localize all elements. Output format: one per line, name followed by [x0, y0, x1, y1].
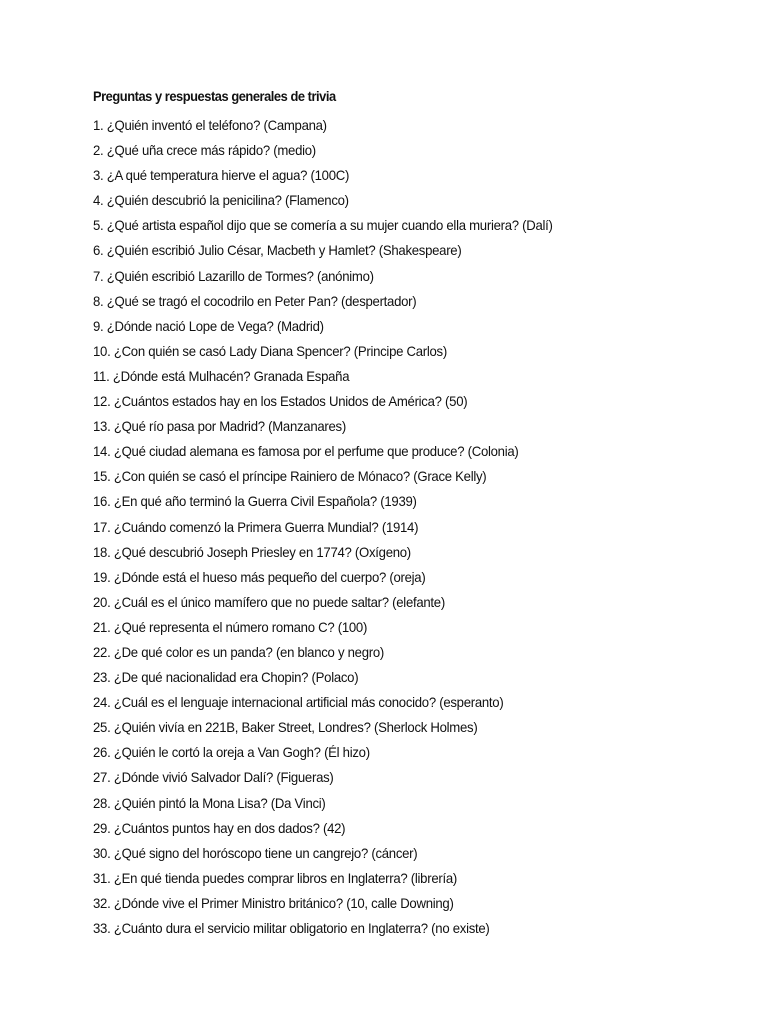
document-title: Preguntas y respuestas generales de trivia [93, 88, 336, 104]
trivia-question-item: 31. ¿En qué tienda puedes comprar libros en Inglaterra? (librería) [93, 869, 457, 886]
trivia-question-item: 10. ¿Con quién se casó Lady Diana Spencer? (Principe Carlos) [93, 342, 447, 359]
trivia-question-item: 28. ¿Quién pintó la Mona Lisa? (Da Vinci) [93, 794, 326, 811]
trivia-question-item: 6. ¿Quién escribió Julio César, Macbeth y Hamlet? (Shakespeare) [93, 242, 462, 259]
trivia-question-item: 4. ¿Quién descubrió la penicilina? (Flamenco) [93, 192, 349, 209]
trivia-question-item: 16. ¿En qué año terminó la Guerra Civil Española? (1939) [93, 493, 417, 510]
trivia-question-item: 21. ¿Qué representa el número romano C? (100) [93, 618, 368, 635]
trivia-question-item: 33. ¿Cuánto dura el servicio militar obligatorio en Inglaterra? (no existe) [93, 920, 490, 936]
trivia-question-item: 14. ¿Qué ciudad alemana es famosa por el perfume que produce? (Colonia) [93, 443, 519, 460]
trivia-question-item: 26. ¿Quién le cortó la oreja a Van Gogh? (Él hizo) [93, 744, 370, 761]
trivia-question-item: 15. ¿Con quién se casó el príncipe Rainiero de Mónaco? (Grace Kelly) [93, 468, 487, 485]
trivia-question-item: 18. ¿Qué descubrió Joseph Priesley en 1774? (Oxígeno) [93, 543, 411, 560]
trivia-question-item: 22. ¿De qué color es un panda? (en blanco y negro) [93, 643, 384, 660]
trivia-question-item: 13. ¿Qué río pasa por Madrid? (Manzanares) [93, 418, 346, 435]
trivia-question-item: 2. ¿Qué uña crece más rápido? (medio) [93, 142, 316, 159]
trivia-question-list [93, 113, 753, 941]
trivia-question-item: 25. ¿Quién vivía en 221B, Baker Street, Londres? (Sherlock Holmes) [93, 719, 478, 736]
trivia-question-item: 20. ¿Cuál es el único mamífero que no puede saltar? (elefante) [93, 593, 445, 610]
trivia-question-item: 7. ¿Quién escribió Lazarillo de Tormes? (anónimo) [93, 267, 374, 284]
trivia-question-item: 32. ¿Dónde vive el Primer Ministro británico? (10, calle Downing) [93, 894, 454, 911]
trivia-question-item: 29. ¿Cuántos puntos hay en dos dados? (42) [93, 819, 346, 836]
trivia-question-item: 3. ¿A qué temperatura hierve el agua? (100C) [93, 167, 350, 184]
document-content [93, 88, 753, 941]
trivia-question-item: 1. ¿Quién inventó el teléfono? (Campana) [93, 117, 327, 133]
trivia-question-item: 8. ¿Qué se tragó el cocodrilo en Peter Pan? (despertador) [93, 292, 417, 309]
trivia-question-item: 27. ¿Dónde vivió Salvador Dalí? (Figueras) [93, 769, 334, 786]
trivia-question-item: 17. ¿Cuándo comenzó la Primera Guerra Mundial? (1914) [93, 518, 419, 535]
trivia-question-item: 23. ¿De qué nacionalidad era Chopin? (Polaco) [93, 669, 359, 686]
trivia-question-item: 5. ¿Qué artista español dijo que se comería a su mujer cuando ella muriera? (Dalí) [93, 217, 553, 234]
trivia-question-item: 24. ¿Cuál es el lenguaje internacional artificial más conocido? (esperanto) [93, 694, 504, 711]
trivia-question-item: 30. ¿Qué signo del horóscopo tiene un cangrejo? (cáncer) [93, 844, 418, 861]
trivia-question-item: 9. ¿Dónde nació Lope de Vega? (Madrid) [93, 317, 324, 334]
trivia-question-item: 11. ¿Dónde está Mulhacén? Granada España [93, 367, 350, 384]
trivia-question-item: 19. ¿Dónde está el hueso más pequeño del cuerpo? (oreja) [93, 568, 426, 585]
trivia-question-item: 12. ¿Cuántos estados hay en los Estados Unidos de América? (50) [93, 393, 468, 410]
